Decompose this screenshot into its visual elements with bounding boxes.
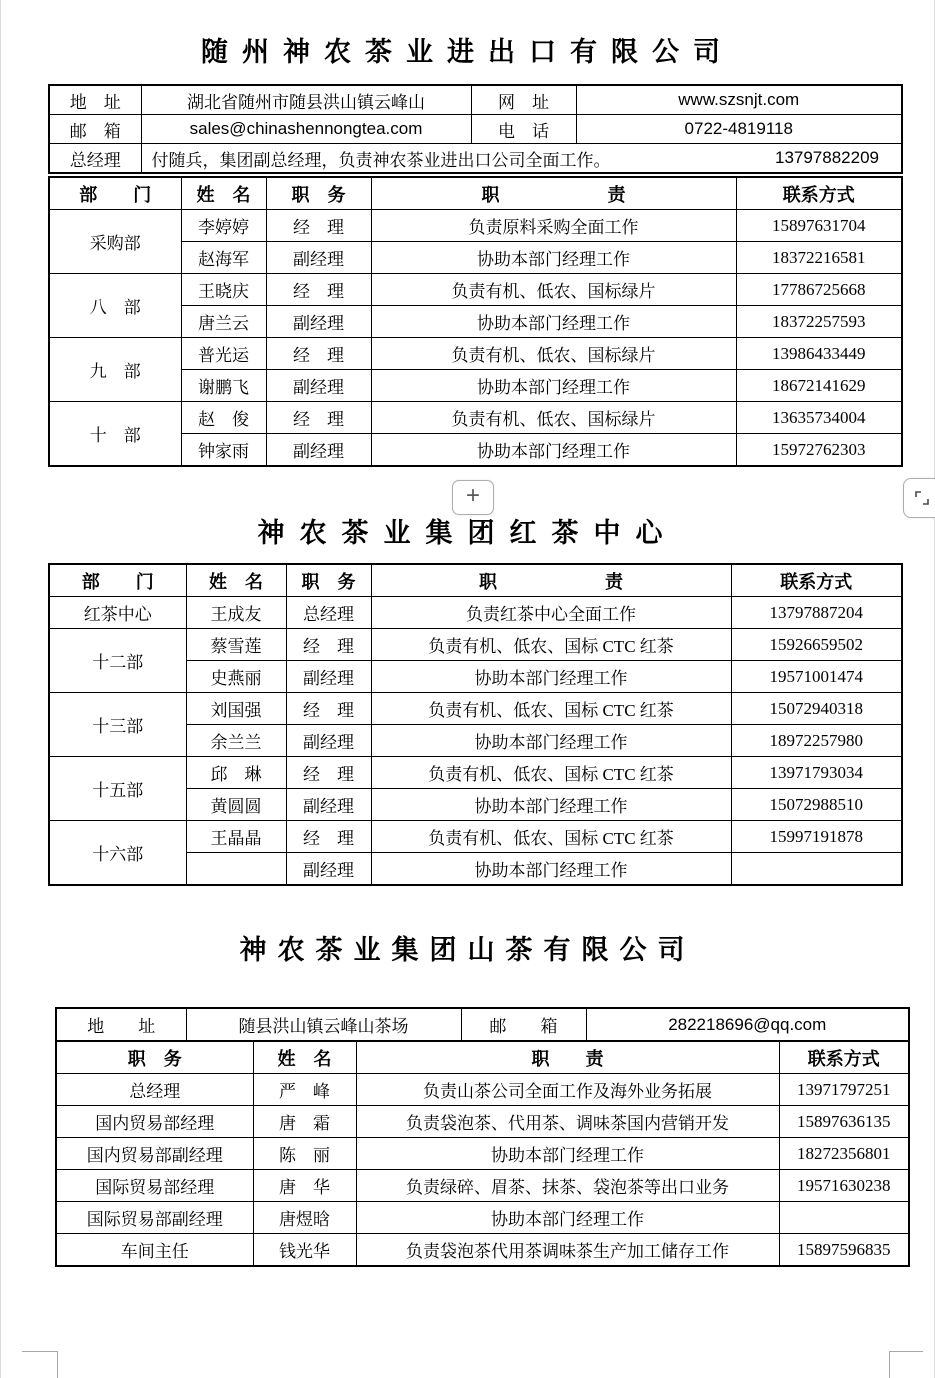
table-row (49, 210, 902, 242)
table-row (49, 144, 902, 174)
company1-title: 随州神农茶业进出口有限公司 (201, 37, 734, 67)
cell-job: 副经理 (286, 661, 371, 693)
table-row (49, 629, 902, 661)
table-row (56, 1202, 909, 1234)
header-name: 姓 名 (253, 1041, 356, 1074)
cell-dept: 采购部 (49, 210, 181, 274)
cell-phone: 19571630238 (779, 1170, 909, 1202)
add-block-button[interactable]: + (452, 480, 494, 515)
company2-title: 神农茶业集团红茶中心 (257, 518, 678, 548)
cell-duty: 协助本部门经理工作 (371, 434, 736, 467)
company3-title: 神农茶业集团山茶有限公司 (239, 935, 696, 965)
cell-duty: 协助本部门经理工作 (371, 370, 736, 402)
cell-name (186, 853, 286, 886)
cell-phone: 19571001474 (731, 661, 902, 693)
cell-duty: 负责红茶中心全面工作 (371, 597, 731, 629)
table-row (56, 1106, 909, 1138)
header-job: 职 务 (286, 564, 371, 597)
cell-phone: 18672141629 (736, 370, 902, 402)
cell-duty: 负责袋泡茶、代用茶、调味茶国内营销开发 (356, 1106, 779, 1138)
cell-phone: 13986433449 (736, 338, 902, 370)
cell-duty: 负责山茶公司全面工作及海外业务拓展 (356, 1074, 779, 1106)
cell-job: 副经理 (286, 725, 371, 757)
table-row (49, 402, 902, 434)
table-row (49, 85, 902, 115)
cell-address-label: 地 址 (49, 85, 141, 115)
table-row (56, 1234, 909, 1267)
company3-staff-table (55, 1040, 910, 1267)
cell-job: 总经理 (56, 1074, 253, 1106)
table-row (49, 821, 902, 853)
company3-address-table (55, 1007, 910, 1043)
cell-name: 王晓庆 (181, 274, 266, 306)
cell-duty: 负责绿碎、眉茶、抹茶、袋泡茶等出口业务 (356, 1170, 779, 1202)
page-corner-mark-left (22, 1351, 57, 1352)
cell-address-value: 湖北省随州市随县洪山镇云峰山 (141, 85, 471, 115)
cell-duty: 负责有机、低农、国标 CTC 红茶 (371, 693, 731, 725)
cell-duty: 负责有机、低农、国标绿片 (371, 274, 736, 306)
cell-duty: 负责有机、低农、国标 CTC 红茶 (371, 821, 731, 853)
header-name: 姓 名 (181, 177, 266, 210)
cell-email-value: 282218696@qq.com (586, 1008, 909, 1042)
table-row (49, 597, 902, 629)
cell-phone: 18272356801 (779, 1138, 909, 1170)
cell-job: 国内贸易部副经理 (56, 1138, 253, 1170)
cell-job: 副经理 (286, 853, 371, 886)
table-row (49, 115, 902, 144)
cell-phone: 15072988510 (731, 789, 902, 821)
cell-name: 刘国强 (186, 693, 286, 725)
company2-staff-table (48, 563, 903, 886)
page-corner-mark-right-vertical (889, 1351, 890, 1378)
page-corner-mark-left-vertical (57, 1351, 58, 1378)
cell-job: 经 理 (266, 338, 371, 370)
cell-phone: 13635734004 (736, 402, 902, 434)
cell-name: 王成友 (186, 597, 286, 629)
header-contact: 联系方式 (736, 177, 902, 210)
cell-phone: 15897636135 (779, 1106, 909, 1138)
page-corner-mark-right (889, 1351, 923, 1352)
cell-job: 副经理 (266, 242, 371, 274)
cell-website-value: www.szsnjt.com (576, 85, 902, 115)
cell-website-label: 网 址 (471, 85, 576, 115)
page-left-edge (0, 0, 1, 1378)
cell-phone: 18372257593 (736, 306, 902, 338)
cell-name: 唐 霜 (253, 1106, 356, 1138)
cell-job: 车间主任 (56, 1234, 253, 1267)
header-dept: 部 门 (49, 177, 181, 210)
table-row (49, 274, 902, 306)
cell-phone: 18372216581 (736, 242, 902, 274)
header-contact: 联系方式 (731, 564, 902, 597)
cell-duty: 负责有机、低农、国标 CTC 红茶 (371, 629, 731, 661)
cell-duty: 负责原料采购全面工作 (371, 210, 736, 242)
cell-job: 经 理 (286, 757, 371, 789)
cell-name: 唐 华 (253, 1170, 356, 1202)
table-header-row (56, 1041, 909, 1074)
gm-description: 付随兵，集团副总经理，负责神农茶业进出口公司全面工作。 (151, 150, 611, 170)
cell-name: 普光运 (181, 338, 266, 370)
table-row (56, 1170, 909, 1202)
cell-duty: 协助本部门经理工作 (356, 1202, 779, 1234)
cell-name: 陈 丽 (253, 1138, 356, 1170)
cell-duty: 协助本部门经理工作 (371, 306, 736, 338)
cell-duty: 负责袋泡茶代用茶调味茶生产加工储存工作 (356, 1234, 779, 1267)
cell-phone: 17786725668 (736, 274, 902, 306)
cell-dept: 十五部 (49, 757, 186, 821)
table-row (49, 338, 902, 370)
cell-phone: 13971797251 (779, 1074, 909, 1106)
cell-phone: 15972762303 (736, 434, 902, 467)
cell-name: 唐兰云 (181, 306, 266, 338)
header-dept: 部 门 (49, 564, 186, 597)
cell-address-value: 随县洪山镇云峰山茶场 (186, 1008, 461, 1042)
table-row (49, 693, 902, 725)
cell-email-label: 邮 箱 (461, 1008, 586, 1042)
cell-phone: 15072940318 (731, 693, 902, 725)
cell-gm-label: 总经理 (49, 144, 141, 174)
cell-phone: 13797887204 (731, 597, 902, 629)
cell-email-value: sales@chinashennongtea.com (141, 115, 471, 144)
cell-job: 经 理 (286, 693, 371, 725)
header-name: 姓 名 (186, 564, 286, 597)
cell-name: 谢鹏飞 (181, 370, 266, 402)
cell-name: 黄圆圆 (186, 789, 286, 821)
cell-dept: 红茶中心 (49, 597, 186, 629)
cell-job: 经 理 (266, 402, 371, 434)
cell-duty: 协助本部门经理工作 (371, 853, 731, 886)
cell-job: 副经理 (266, 306, 371, 338)
cell-job: 国际贸易部经理 (56, 1170, 253, 1202)
cell-dept: 十六部 (49, 821, 186, 886)
cell-job: 国际贸易部副经理 (56, 1202, 253, 1234)
cell-name: 赵 俊 (181, 402, 266, 434)
cell-duty: 负责有机、低农、国标 CTC 红茶 (371, 757, 731, 789)
cell-name: 蔡雪莲 (186, 629, 286, 661)
header-duty: 职 责 (371, 177, 736, 210)
cell-job: 副经理 (266, 370, 371, 402)
cell-job: 经 理 (286, 629, 371, 661)
table-row (49, 757, 902, 789)
cell-phone: 13971793034 (731, 757, 902, 789)
cell-phone: 18972257980 (731, 725, 902, 757)
cell-dept: 九 部 (49, 338, 181, 402)
cell-phone-value: 0722-4819118 (576, 115, 902, 144)
expand-icon (913, 489, 931, 507)
cell-phone: 15897631704 (736, 210, 902, 242)
cell-name: 李婷婷 (181, 210, 266, 242)
cell-job: 经 理 (286, 821, 371, 853)
cell-name: 余兰兰 (186, 725, 286, 757)
cell-phone: 15997191878 (731, 821, 902, 853)
cell-job: 副经理 (266, 434, 371, 467)
header-job: 职 务 (56, 1041, 253, 1074)
table-row (56, 1008, 909, 1042)
table-header-row (49, 564, 902, 597)
cell-phone-label: 电 话 (471, 115, 576, 144)
cell-name: 史燕丽 (186, 661, 286, 693)
cell-name: 唐煜晗 (253, 1202, 356, 1234)
cell-duty: 协助本部门经理工作 (371, 242, 736, 274)
cell-dept: 十三部 (49, 693, 186, 757)
company1-info-table (48, 84, 903, 174)
cell-duty: 协助本部门经理工作 (371, 661, 731, 693)
cell-duty: 协助本部门经理工作 (371, 789, 731, 821)
cell-job: 副经理 (286, 789, 371, 821)
cell-job: 总经理 (286, 597, 371, 629)
cell-job: 国内贸易部经理 (56, 1106, 253, 1138)
cell-dept: 十 部 (49, 402, 181, 467)
cell-job: 经 理 (266, 210, 371, 242)
header-contact: 联系方式 (779, 1041, 909, 1074)
cell-gm-value (141, 144, 902, 174)
header-job: 职 务 (266, 177, 371, 210)
cell-name: 钟家雨 (181, 434, 266, 467)
header-duty: 职 责 (371, 564, 731, 597)
cell-address-label: 地 址 (56, 1008, 186, 1042)
cell-name: 赵海军 (181, 242, 266, 274)
cell-dept: 八 部 (49, 274, 181, 338)
cell-phone (731, 853, 902, 886)
cell-email-label: 邮 箱 (49, 115, 141, 144)
header-duty: 职 责 (356, 1041, 779, 1074)
table-header-row (49, 177, 902, 210)
cell-duty: 协助本部门经理工作 (356, 1138, 779, 1170)
cell-name: 严 峰 (253, 1074, 356, 1106)
cell-phone: 15926659502 (731, 629, 902, 661)
cell-duty: 协助本部门经理工作 (371, 725, 731, 757)
cell-duty: 负责有机、低农、国标绿片 (371, 402, 736, 434)
gm-phone: 13797882209 (774, 148, 879, 167)
cell-duty: 负责有机、低农、国标绿片 (371, 338, 736, 370)
cell-job: 经 理 (266, 274, 371, 306)
cell-name: 邱 琳 (186, 757, 286, 789)
cell-name: 王晶晶 (186, 821, 286, 853)
table-row (56, 1138, 909, 1170)
cell-phone: 15897596835 (779, 1234, 909, 1267)
table-row (56, 1074, 909, 1106)
company1-staff-table (48, 176, 903, 467)
cell-name: 钱光华 (253, 1234, 356, 1267)
cell-dept: 十二部 (49, 629, 186, 693)
cell-phone (779, 1202, 909, 1234)
